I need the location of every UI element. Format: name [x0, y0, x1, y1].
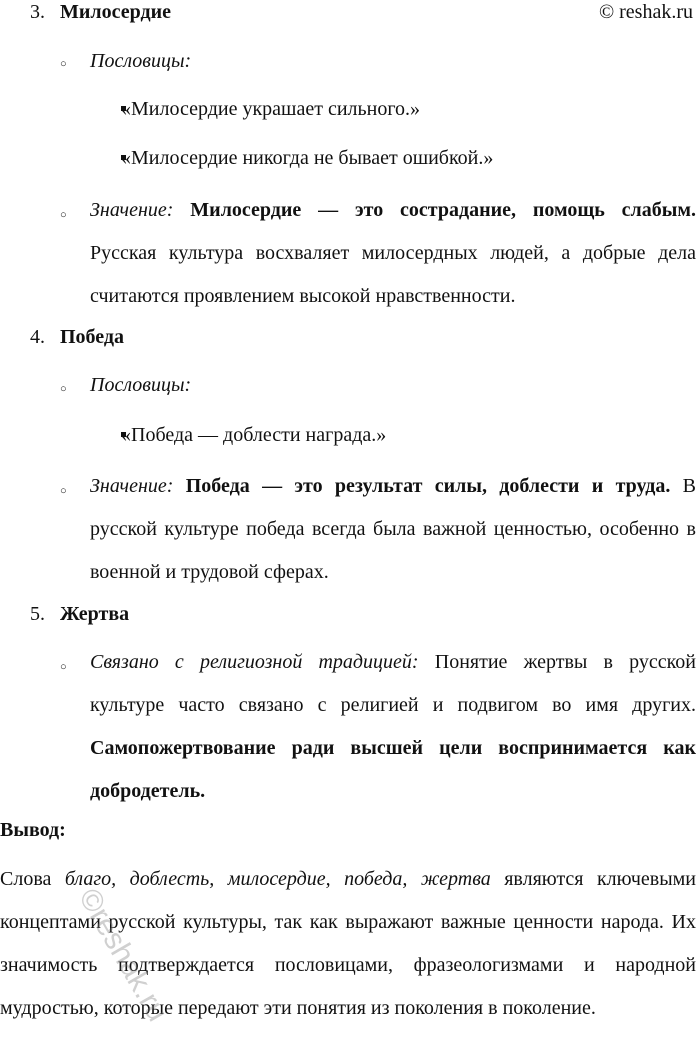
meaning-text: В русской культуре победа всегда была важной ценностью, особенно в военной и трудовой сферах.	[90, 475, 697, 583]
proverb	[121, 97, 420, 121]
circle-bullet-icon: ○	[60, 485, 67, 497]
conclusion-text: являются ключевыми концептами русской культуры, так как выражают важные ценности народа. Их значимость подтверждается пословицами, фразеологизмами и народной мудростью, которые передают эти понятия из поколения в поколение.	[0, 868, 696, 1019]
proverbs-label: Пословицы:	[90, 374, 192, 396]
item-title: Жертва	[60, 603, 130, 625]
proverb-text: «Милосердие украшает сильного.»	[121, 98, 421, 120]
meaning-paragraph	[90, 189, 696, 318]
conclusion-keywords: благо, доблесть, милосердие, победа, жертва	[64, 868, 491, 890]
meaning-bold: Милосердие — это сострадание, помощь слабым.	[190, 199, 697, 221]
meaning-label: Значение:	[90, 475, 174, 497]
item-title: Победа	[60, 326, 125, 348]
circle-bullet-icon: ○	[60, 209, 67, 221]
meaning-paragraph	[90, 465, 696, 594]
circle-bullet-icon: ○	[60, 58, 67, 70]
proverb: «Победа — доблести награда.»	[121, 424, 387, 446]
item-title: Милосердие	[60, 1, 171, 23]
sacrifice-label: Связано с религиозной традицией:	[90, 651, 419, 673]
conclusion-paragraph	[0, 858, 696, 1030]
meaning-bold: Победа — это результат силы, доблести и труда.	[185, 475, 671, 497]
proverbs-label: Пословицы:	[90, 50, 192, 72]
copyright-notice: © reshak.ru	[598, 1, 693, 23]
item-number: 4.	[30, 326, 45, 348]
item-number: 5.	[30, 603, 45, 625]
meaning-label: Значение:	[90, 199, 174, 221]
circle-bullet-icon: ○	[60, 661, 67, 673]
sacrifice-text: Понятие жертвы в русской культуре часто связано с религией и подвигом во имя других.	[90, 651, 697, 716]
sacrifice-bold: Самопожертвование ради высшей цели воспринимается как добродетель.	[90, 737, 696, 802]
circle-bullet-icon: ○	[60, 383, 67, 395]
proverb: «Милосердие никогда не бывает ошибкой.»	[121, 147, 494, 169]
meaning-text: Русская культура восхваляет милосердных людей, а добрые дела считаются проявлением высокой нравственности.	[90, 242, 696, 307]
conclusion-heading: Вывод:	[0, 819, 66, 841]
conclusion-start: Слова	[0, 868, 52, 890]
sacrifice-paragraph	[90, 641, 696, 813]
watermark-logo: ©reshak.ru	[72, 883, 175, 1027]
item-number: 3.	[30, 1, 45, 23]
